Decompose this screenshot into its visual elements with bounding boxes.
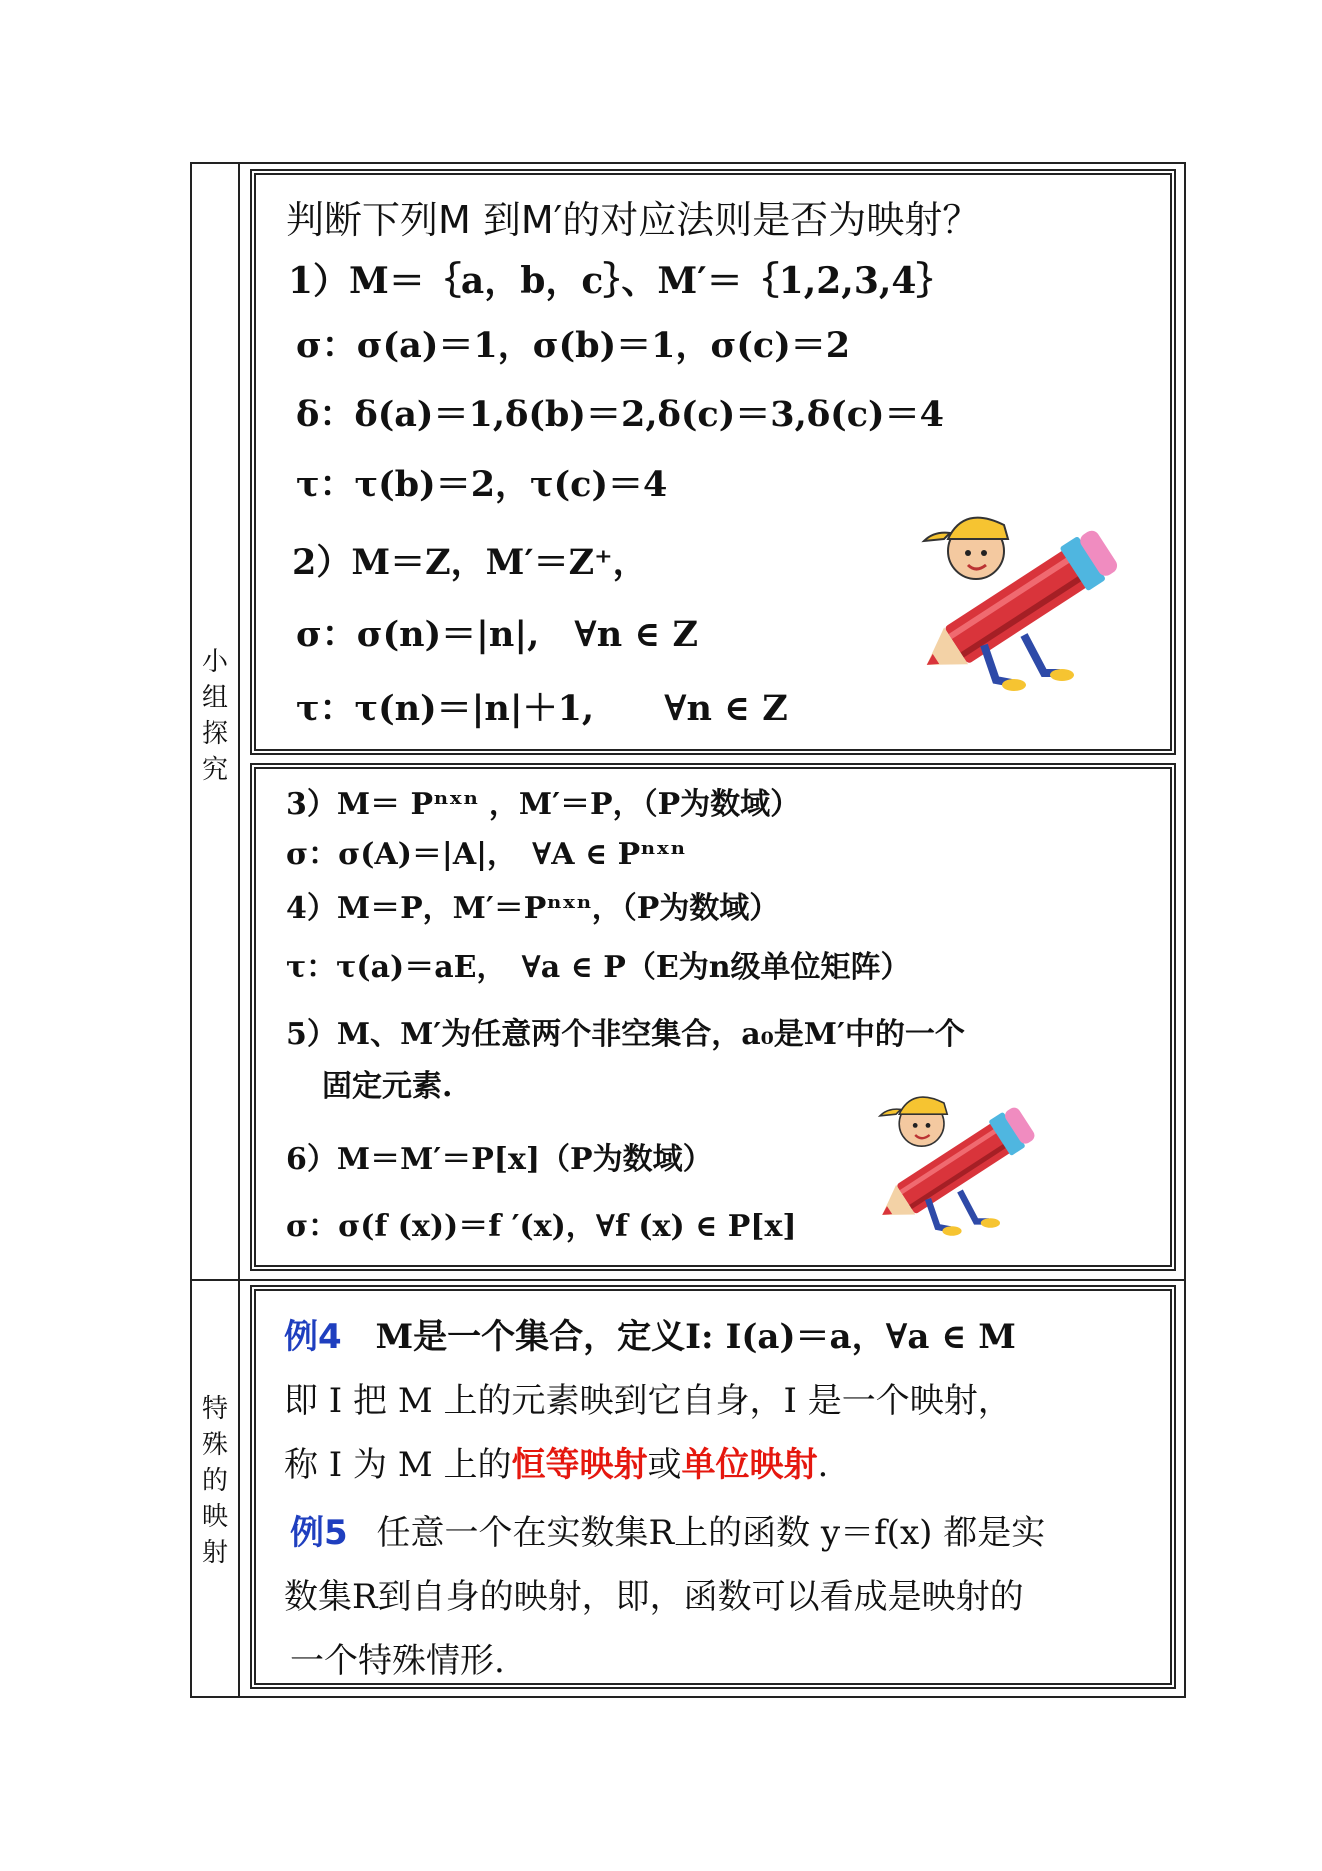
item-5-line2: 固定元素. <box>322 1069 453 1104</box>
row-label-group-exploration: 小 组 探 究 <box>201 647 228 785</box>
lesson-table <box>190 162 1186 1698</box>
exercise-box-1 <box>250 169 1176 755</box>
example-box <box>250 1285 1176 1689</box>
highlight-unit-mapping: 单位映射 <box>681 1445 818 1485</box>
question-title: 判断下列M 到M′的对应法则是否为映射？ <box>286 198 981 242</box>
example-4-tag: 例4 <box>284 1317 342 1357</box>
item-4-sets: 4）M＝P，M′＝Pⁿˣⁿ，（P为数域） <box>286 891 780 926</box>
item-3-sets: 3）M＝ Pⁿˣⁿ ，M′＝P，（P为数域） <box>286 787 801 822</box>
pencil-boy-illustration <box>904 495 1134 695</box>
item-6-sets: 6）M＝M′＝P[x]（P为数域） <box>286 1142 713 1177</box>
example-5-line2: 数集R到自身的映射，即，函数可以看成是映射的 <box>284 1577 1024 1617</box>
example-5-line1: 例5 任意一个在实数集R上的函数 y＝f(x) 都是实 <box>290 1513 1046 1553</box>
example-5-line3: 一个特殊情形. <box>290 1641 505 1681</box>
example-5-tag: 例5 <box>290 1513 348 1553</box>
item-6-sigma: σ：σ(f (x))＝f ′(x)，∀f (x) ∈ P[x] <box>286 1209 797 1244</box>
item-2-tau: τ：τ(n)＝|n|＋1, ∀n ∈ Z <box>296 688 788 729</box>
example-4-line3: 称 I 为 M 上的恒等映射或单位映射. <box>284 1445 829 1485</box>
example-4-line1: 例4 M是一个集合，定义I: I(a)＝a，∀a ∈ M <box>284 1317 1016 1357</box>
item-5-line1: 5）M、M′为任意两个非空集合，a₀是M′中的一个 <box>286 1017 965 1052</box>
example-4-line2: 即 I 把 M 上的元素映到它自身，I 是一个映射， <box>284 1381 1012 1421</box>
row-label-special-mappings: 特 殊 的 映 射 <box>201 1394 228 1568</box>
item-2-sigma: σ：σ(n)＝|n|, ∀n ∈ Z <box>296 614 698 655</box>
row-label-cell <box>192 164 240 1279</box>
item-4-tau: τ：τ(a)＝aE， ∀a ∈ P（E为n级单位矩阵） <box>286 950 911 985</box>
exercise-box-2 <box>250 763 1176 1271</box>
item-1-sigma: σ：σ(a)＝1，σ(b)＝1，σ(c)＝2 <box>296 325 851 366</box>
item-1-delta: δ：δ(a)＝1,δ(b)＝2,δ(c)＝3,δ(c)＝4 <box>296 394 944 435</box>
highlight-identity-mapping: 恒等映射 <box>511 1445 648 1485</box>
row-group-exploration <box>192 164 1184 1281</box>
item-3-sigma: σ：σ(A)＝|A|， ∀A ∈ Pⁿˣⁿ <box>286 837 686 872</box>
item-1-sets: 1）M＝｛a，b，c｝、M′＝｛1,2,3,4｝ <box>288 260 953 302</box>
row-special-mappings <box>192 1281 1184 1696</box>
row-label-cell <box>192 1281 240 1696</box>
item-1-tau: τ：τ(b)＝2，τ(c)＝4 <box>296 464 668 505</box>
item-2-sets: 2）M＝Z，M′＝Z⁺， <box>292 542 648 583</box>
pencil-boy-illustration <box>856 1079 1056 1239</box>
